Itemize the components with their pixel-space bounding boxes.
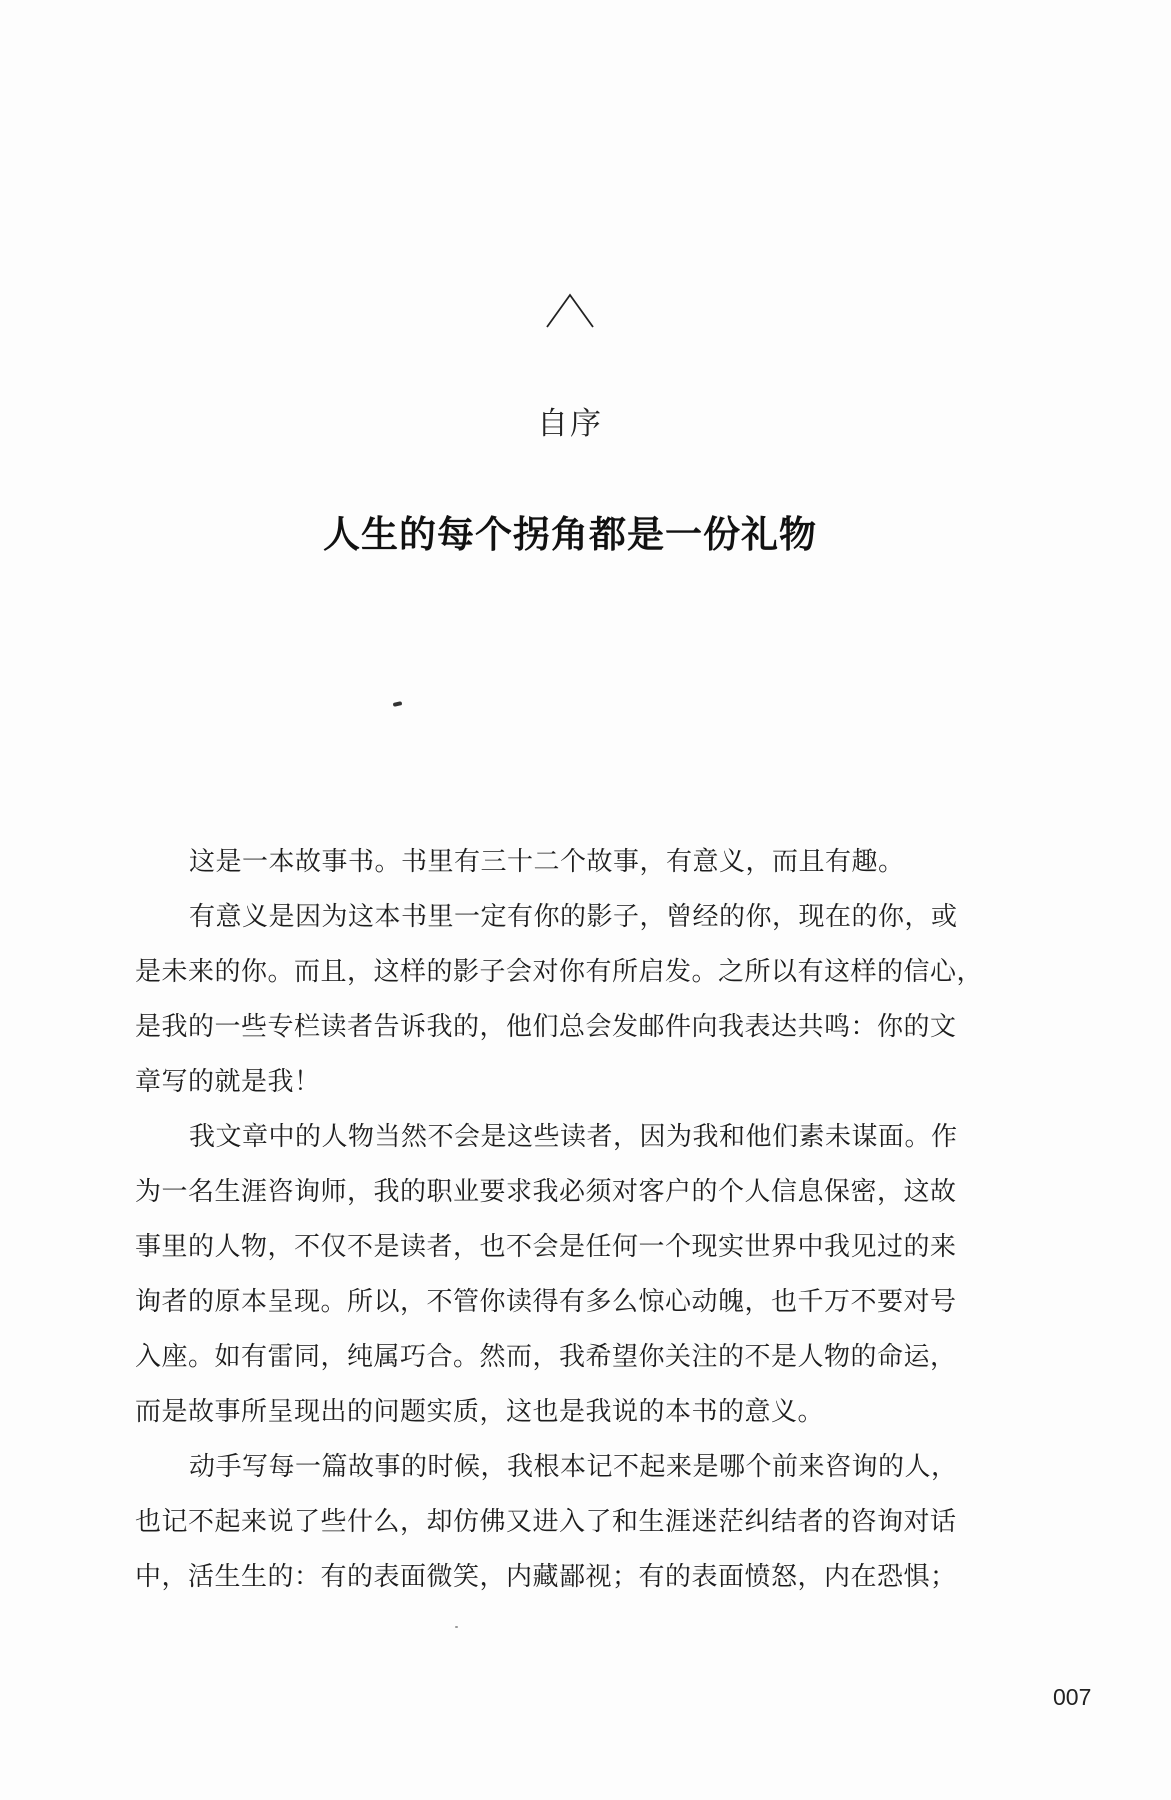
page-number: 007 [1053,1684,1092,1710]
text-line: 也记不起来说了些什么，却仿佛又进入了和生涯迷茫纠结者的咨询对话 [135,1507,957,1537]
text-line: 入座。如有雷同，纯属巧合。然而，我希望你关注的不是人物的命运， [135,1342,957,1372]
text-line: 这是一本故事书。书里有三十二个故事，有意义，而且有趣。 [189,847,905,877]
text-line: 事里的人物，不仅不是读者，也不会是任何一个现实世界中我见过的来 [135,1232,957,1262]
scan-speck [393,701,403,707]
text-line: 为一名生涯咨询师，我的职业要求我必须对客户的个人信息保密，这故 [135,1177,957,1207]
chapter-title: 人生的每个拐角都是一份礼物 [323,512,817,556]
text-line: 章写的就是我！ [135,1067,321,1097]
text-line: 我文章中的人物当然不会是这些读者，因为我和他们素未谋面。作 [189,1122,958,1152]
text-line: 中，活生生的：有的表面微笑，内藏鄙视；有的表面愤怒，内在恐惧； [135,1562,957,1592]
text-line: 是我的一些专栏读者告诉我的，他们总会发邮件向我表达共鸣：你的文 [135,1012,957,1042]
text-line: 动手写每一篇故事的时候，我根本记不起来是哪个前来咨询的人， [189,1452,958,1482]
text-line: 有意义是因为这本书里一定有你的影子，曾经的你，现在的你，或 [189,902,958,932]
body-text [135,835,1015,1605]
section-label: 自序 [537,406,603,442]
text-line: 而是故事所呈现出的问题实质，这也是我说的本书的意义。 [135,1397,825,1427]
text-line: 询者的原本呈现。所以，不管你读得有多么惊心动魄，也千万不要对号 [135,1287,957,1317]
scan-speck [455,1626,458,1628]
chevron-up-ornament-icon [545,293,595,329]
text-line: 是未来的你。而且，这样的影子会对你有所启发。之所以有这样的信心， [135,957,984,987]
